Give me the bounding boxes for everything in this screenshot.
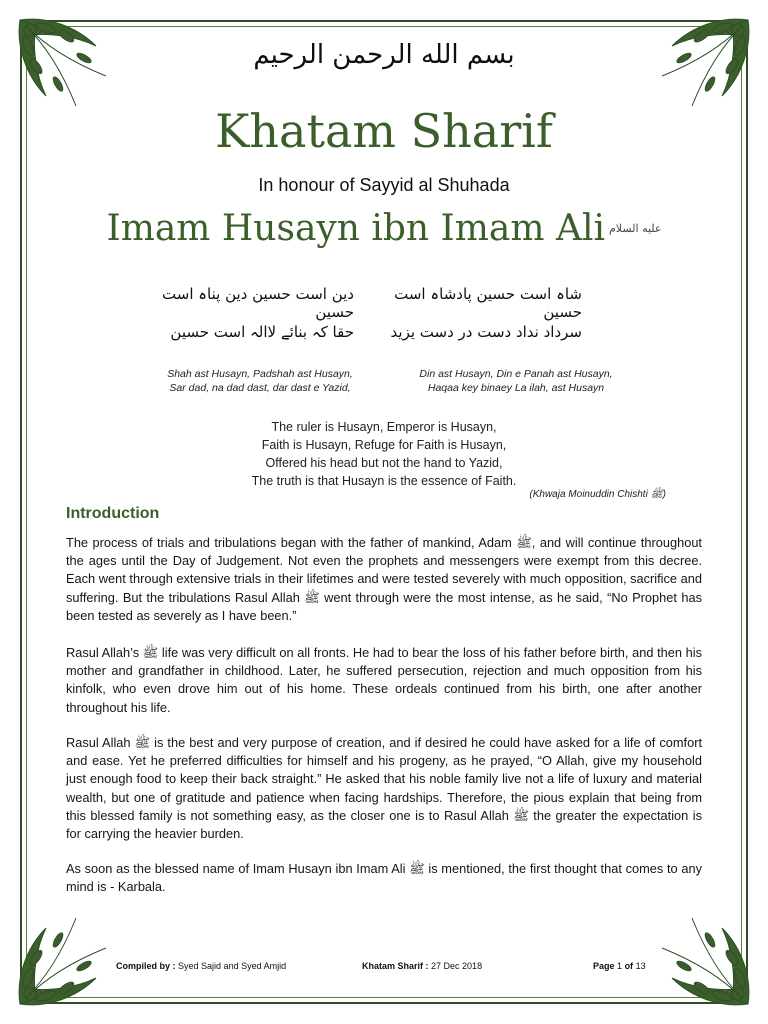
english-line-3: Offered his head but not the hand to Yazid, (265, 456, 503, 470)
page-title-secondary (0, 208, 768, 249)
transliteration-left-1: Shah ast Husayn, Padshah ast Husayn, (167, 368, 353, 380)
paragraph-4: As soon as the blessed name of Imam Husayn ibn Imam Ali ﷺ is mentioned, the first thought that comes to any mind is - Karbala. (66, 861, 702, 895)
paragraph-2: Rasul Allah’s ﷺ life was very difficult on all fronts. He had to bear the loss of his father before birth, and then his mother and grandfather in childhood. Later, he suffered persecution, rejection and much opposition from his kinfolk, who even drove him out of his home. These ordeals continued from his birth, one after another throughout his life. (66, 645, 702, 715)
urdu-verse-right-1: شاہ است حسین پادشاہ است حسین (394, 285, 582, 321)
poem-attribution: (Khwaja Moinuddin Chishti ﷺ) (529, 489, 666, 500)
english-translation (0, 418, 768, 490)
footer-page-label: Page (593, 961, 615, 971)
footer-page-of: of (624, 961, 634, 971)
page-title: Khatam Sharif (215, 104, 553, 158)
urdu-verse-right-2: سرداد نداد دست در دست یزید (390, 323, 582, 341)
footer-compiled-by (116, 961, 286, 971)
paragraph-1: The process of trials and tribulations began with the father of mankind, Adam ﷺ, and will continue throughout the ages until the Day of Judgement. Not even the prophets and messengers were exempt from this decree. Each went through extensive trials in their lifetimes and were tested severely with much opposition, sacrifice and suffering. But the tribulations Rasul Allah ﷺ went through were the most intense, as he said, “No Prophet has been tested as severely as I have been.” (66, 535, 703, 623)
footer-compiled-label: Compiled by : (116, 961, 176, 971)
floral-corner-ornament-icon (632, 888, 762, 1018)
footer-doc-date (362, 961, 482, 971)
transliteration-right-2: Haqaa key binaey La ilah, ast Husayn (427, 382, 605, 394)
footer-compiled-value: Syed Sajid and Syed Amjid (178, 961, 287, 971)
transliteration-right-1: Din ast Husayn, Din e Panah ast Husayn, (419, 368, 613, 380)
footer-page-total: 13 (635, 961, 646, 971)
english-line-4: The truth is that Husayn is the essence of Faith. (251, 474, 517, 488)
footer-doc-label: Khatam Sharif : (362, 961, 429, 971)
page-subtitle: In honour of Sayyid al Shuhada (258, 175, 510, 195)
paragraph-3: Rasul Allah ﷺ is the best and very purpose of creation, and if desired he could have asked for a life of comfort and ease. Yet he preferred difficulties for himself and his progeny, as he prayed, “O Allah, give my household just enough food to keep their back straight.” He asked that his noble family live not a life of luxury and material wealth, but one of gratitude and patience when facing hardships. Therefore, the pious explain that being from this blessed family is not something easy, as the closer one is to Rasul Allah ﷺ the greater the expectation is for carrying the heavier burden. (66, 735, 703, 842)
section-heading-introduction: Introduction (66, 505, 160, 522)
footer-doc-date-value: 27 Dec 2018 (431, 961, 483, 971)
footer-page-num: 1 (617, 961, 623, 971)
footer-page-number (593, 961, 646, 971)
transliteration-left-2: Sar dad, na dad dast, dar dast e Yazid, (169, 382, 351, 394)
floral-corner-ornament-icon (6, 888, 136, 1018)
english-line-2: Faith is Husayn, Refuge for Faith is Husayn, (261, 438, 507, 452)
honorific-glyph: عليه السلام (608, 222, 662, 235)
urdu-verse-left-1: دین است حسین دین پناہ است حسین (162, 285, 354, 321)
title2-text: Imam Husayn ibn Imam Ali (106, 208, 605, 249)
urdu-verse-left-2: حقا کہ بنائے لاالہ است حسین (170, 323, 354, 341)
english-line-1: The ruler is Husayn, Emperor is Husayn, (271, 420, 497, 434)
bismillah-calligraphy: بسم الله الرحمن الرحيم (253, 40, 515, 70)
